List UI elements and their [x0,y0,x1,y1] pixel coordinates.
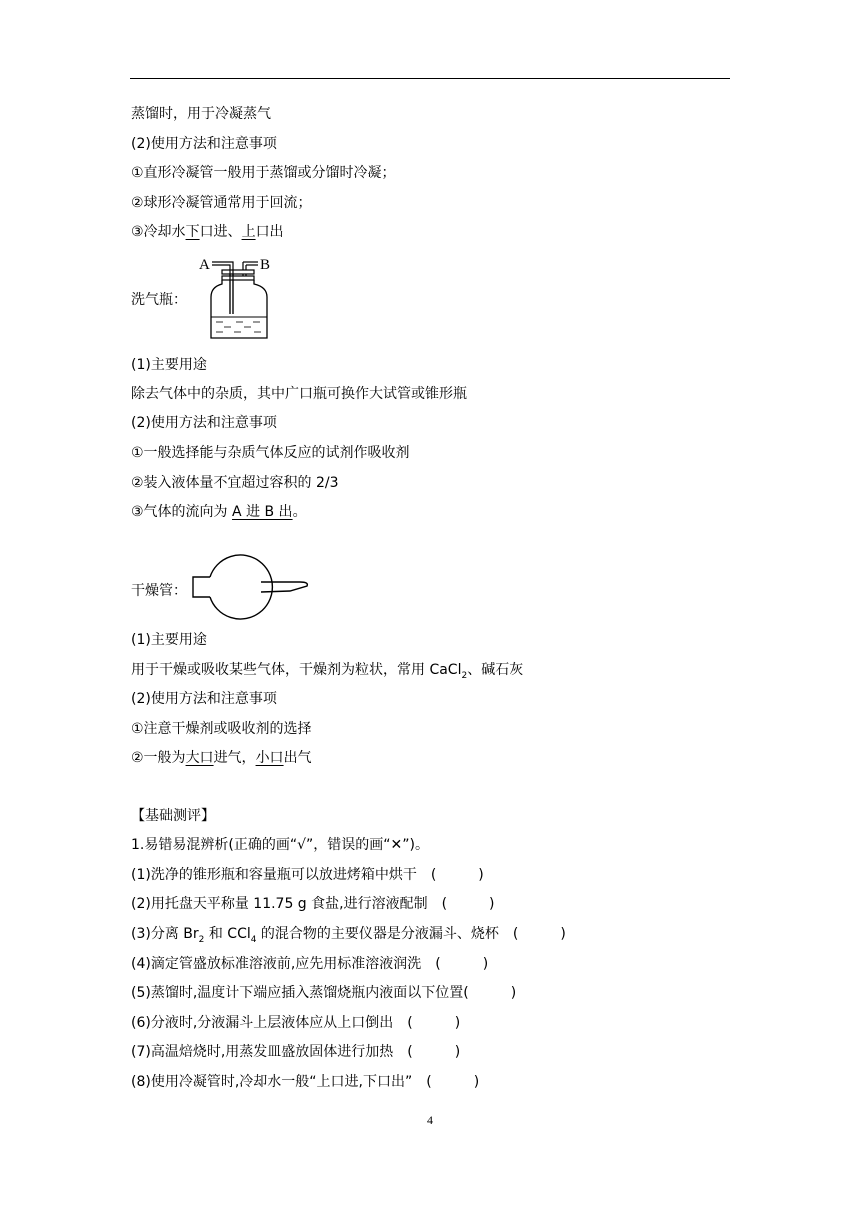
answer-underline: 小口 [255,750,284,766]
page-number: 4 [427,1113,433,1127]
answer-underline: 大口 [185,750,214,766]
question-item: (3)分离 $Br_2$ 和 CCl$_4$ 的混合物的主要仪器是分液漏斗、烧杯 ( ) [131,926,566,945]
drying-tube-label: 干燥管： [131,583,187,599]
text-line: ①注意干燥剂或吸收剂的选择 [131,721,312,737]
question-item: (2)用托盘天平称量 11.75 g 食盐,进行溶液配制 ( ) [131,896,495,912]
question-item: (1)洗净的锥形瓶和容量瓶可以放进烤箱中烘干 ( ) [131,867,484,883]
text-line: (2)使用方法和注意事项 [131,415,277,431]
text-line: ③冷却水下口进、上口出 [131,224,284,240]
answer-underline: 上 [241,224,256,240]
text-line: (1)主要用途 [131,632,207,648]
drying-tube-figure [190,554,314,624]
question-item: (5)蒸馏时,温度计下端应插入蒸馏烧瓶内液面以下位置( ) [131,985,517,1001]
wash-bottle-label: 洗气瓶： [131,292,187,308]
question-item: (7)高温焙烧时,用蒸发皿盛放固体进行加热 ( ) [131,1044,461,1060]
text-line: ②一般为大口进气，小口出气 [131,750,312,766]
text-line: ②球形冷凝管通常用于回流； [131,195,312,211]
answer-underline: 下 [185,224,200,240]
text-line: 用于干燥或吸收某些气体，干燥剂为粒状，常用 CaCl$_2$、碱石灰 [131,662,524,681]
text-line: (1)主要用途 [131,357,207,373]
answer-underline: A 进 B 出 [232,504,293,520]
wash-bottle-figure [196,252,288,344]
text-line: ③气体的流向为 A 进 B 出。 [131,504,307,520]
label-b: B [260,257,271,273]
section-heading: 【基础测评】 [131,808,215,824]
text-line: 除去气体中的杂质，其中广口瓶可换作大试管或锥形瓶 [131,386,467,402]
text-line: (2)使用方法和注意事项 [131,136,277,152]
question-intro: 1.易错易混辨析(正确的画“√”，错误的画“✕”)。 [131,837,429,853]
header-rule [130,78,730,79]
question-item: (4)滴定管盛放标准溶液前,应先用标准溶液润洗 ( ) [131,956,489,972]
text-line: ①一般选择能与杂质气体反应的试剂作吸收剂 [131,445,410,461]
question-item: (8)使用冷凝管时,冷却水一般“上口进,下口出” ( ) [131,1074,480,1090]
label-a: A [199,257,210,273]
text-line: ①直形冷凝管一般用于蒸馏或分馏时冷凝； [131,165,396,181]
text-line: 蒸馏时，用于冷凝蒸气 [131,106,271,122]
question-item: (6)分液时,分液漏斗上层液体应从上口倒出 ( ) [131,1015,461,1031]
text-line: ②装入液体量不宜超过容积的 2/3 [131,475,339,491]
text-line: (2)使用方法和注意事项 [131,691,277,707]
